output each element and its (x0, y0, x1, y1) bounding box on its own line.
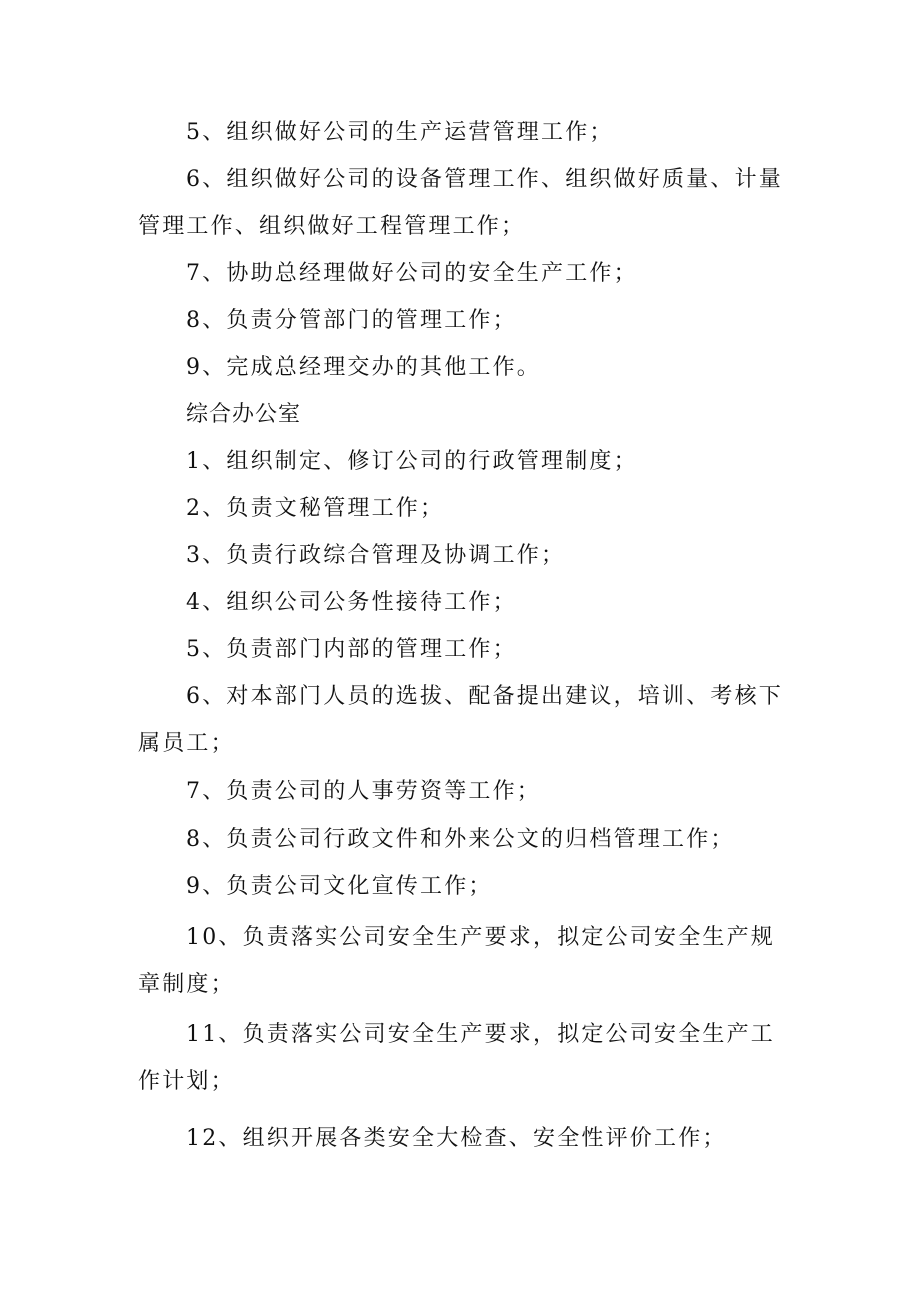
duty-item-6: 6、组织做好公司的设备管理工作、组织做好质量、计量管理工作、组织做好工程管理工作； (138, 167, 783, 239)
duty-item-7: 7、协助总经理做好公司的安全生产工作； (186, 261, 638, 286)
office-duty-item-10: 10、负责落实公司安全生产要求，拟定公司安全生产规章制度； (138, 925, 775, 997)
office-duty-item-1: 1、组织制定、修订公司的行政管理制度； (186, 449, 638, 474)
duty-item-9: 9、完成总经理交办的其他工作。 (186, 355, 541, 380)
office-duty-item-2: 2、负责文秘管理工作； (186, 496, 445, 521)
office-duty-item-11: 11、负责落实公司安全生产要求，拟定公司安全生产工作计划； (138, 1022, 775, 1094)
section-heading-general-office: 综合办公室 (186, 402, 302, 427)
office-duty-item-5: 5、负责部门内部的管理工作； (186, 637, 517, 662)
duty-item-5: 5、组织做好公司的生产运营管理工作； (186, 120, 614, 145)
office-duty-item-8: 8、负责公司行政文件和外来公文的归档管理工作； (186, 827, 735, 852)
office-duty-item-6: 6、对本部门人员的选拔、配备提出建议，培训、考核下属员工； (138, 684, 783, 756)
office-duty-item-9: 9、负责公司文化宣传工作； (186, 874, 493, 899)
duty-item-8: 8、负责分管部门的管理工作； (186, 308, 517, 333)
office-duty-item-3: 3、负责行政综合管理及协调工作； (186, 543, 566, 568)
office-duty-item-7: 7、负责公司的人事劳资等工作； (186, 779, 541, 804)
office-duty-item-12: 12、组织开展各类安全大检查、安全性评价工作； (186, 1126, 727, 1151)
office-duty-item-4: 4、组织公司公务性接待工作； (186, 590, 517, 615)
